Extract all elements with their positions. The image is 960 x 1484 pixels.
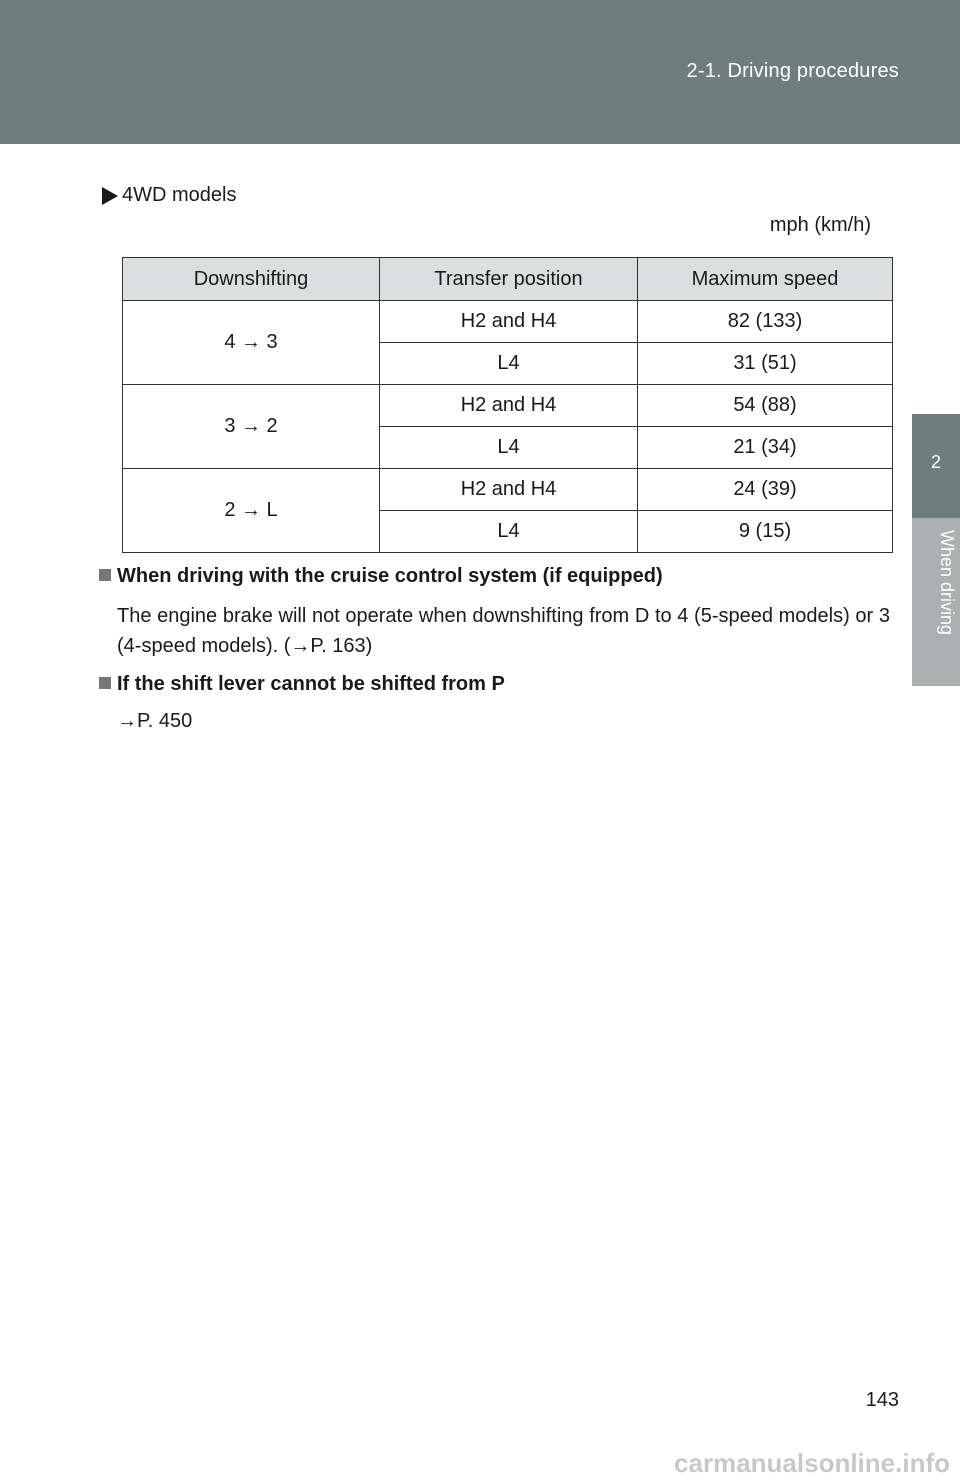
- column-header: Downshifting: [123, 258, 380, 301]
- max-speed-cell: 9 (15): [638, 511, 893, 553]
- chapter-tab-number: 2: [930, 452, 941, 472]
- column-header: Transfer position: [380, 258, 638, 301]
- note-heading: [99, 565, 663, 588]
- transfer-position-cell: L4: [380, 511, 638, 553]
- max-speed-table: [122, 257, 893, 553]
- transfer-position-cell: H2 and H4: [380, 469, 638, 511]
- unit-label: mph (km/h): [769, 214, 871, 236]
- note-body: The engine brake will not operate when downshifting from D to 4 (5-speed models) or 3 (4-speed models). (→P. 163): [117, 605, 890, 657]
- max-speed-cell: 54 (88): [638, 385, 893, 427]
- page-number: 143: [865, 1389, 899, 1411]
- table-header-row: [123, 258, 893, 301]
- note-heading-text: When driving with the cruise control system (if equipped): [117, 565, 663, 587]
- max-speed-cell: 24 (39): [638, 469, 893, 511]
- section-marker: [102, 184, 236, 207]
- page-header: [0, 0, 960, 144]
- watermark: carmanualsonline.info: [674, 1448, 950, 1478]
- page-reference: →P. 450: [117, 710, 193, 732]
- chapter-title: 2-1. Driving procedures: [686, 60, 899, 82]
- downshift-cell: 4 → 3: [123, 301, 380, 385]
- column-header: Maximum speed: [638, 258, 893, 301]
- downshift-cell: 3 → 2: [123, 385, 380, 469]
- table-row: [123, 385, 893, 427]
- downshift-cell: 2 → L: [123, 469, 380, 553]
- transfer-position-cell: H2 and H4: [380, 301, 638, 343]
- max-speed-cell: 31 (51): [638, 343, 893, 385]
- triangle-right-icon: [102, 187, 118, 205]
- max-speed-cell: 21 (34): [638, 427, 893, 469]
- table-row: [123, 301, 893, 343]
- transfer-position-cell: L4: [380, 427, 638, 469]
- section-marker-label: 4WD models: [122, 184, 237, 206]
- max-speed-cell: 82 (133): [638, 301, 893, 343]
- square-bullet-icon: [99, 677, 111, 689]
- transfer-position-cell: L4: [380, 343, 638, 385]
- note-heading: [99, 673, 505, 696]
- chapter-tab-label: When driving: [937, 530, 957, 636]
- note-heading-text: If the shift lever cannot be shifted from P: [117, 673, 505, 695]
- transfer-position-cell: H2 and H4: [380, 385, 638, 427]
- square-bullet-icon: [99, 569, 111, 581]
- table-row: [123, 469, 893, 511]
